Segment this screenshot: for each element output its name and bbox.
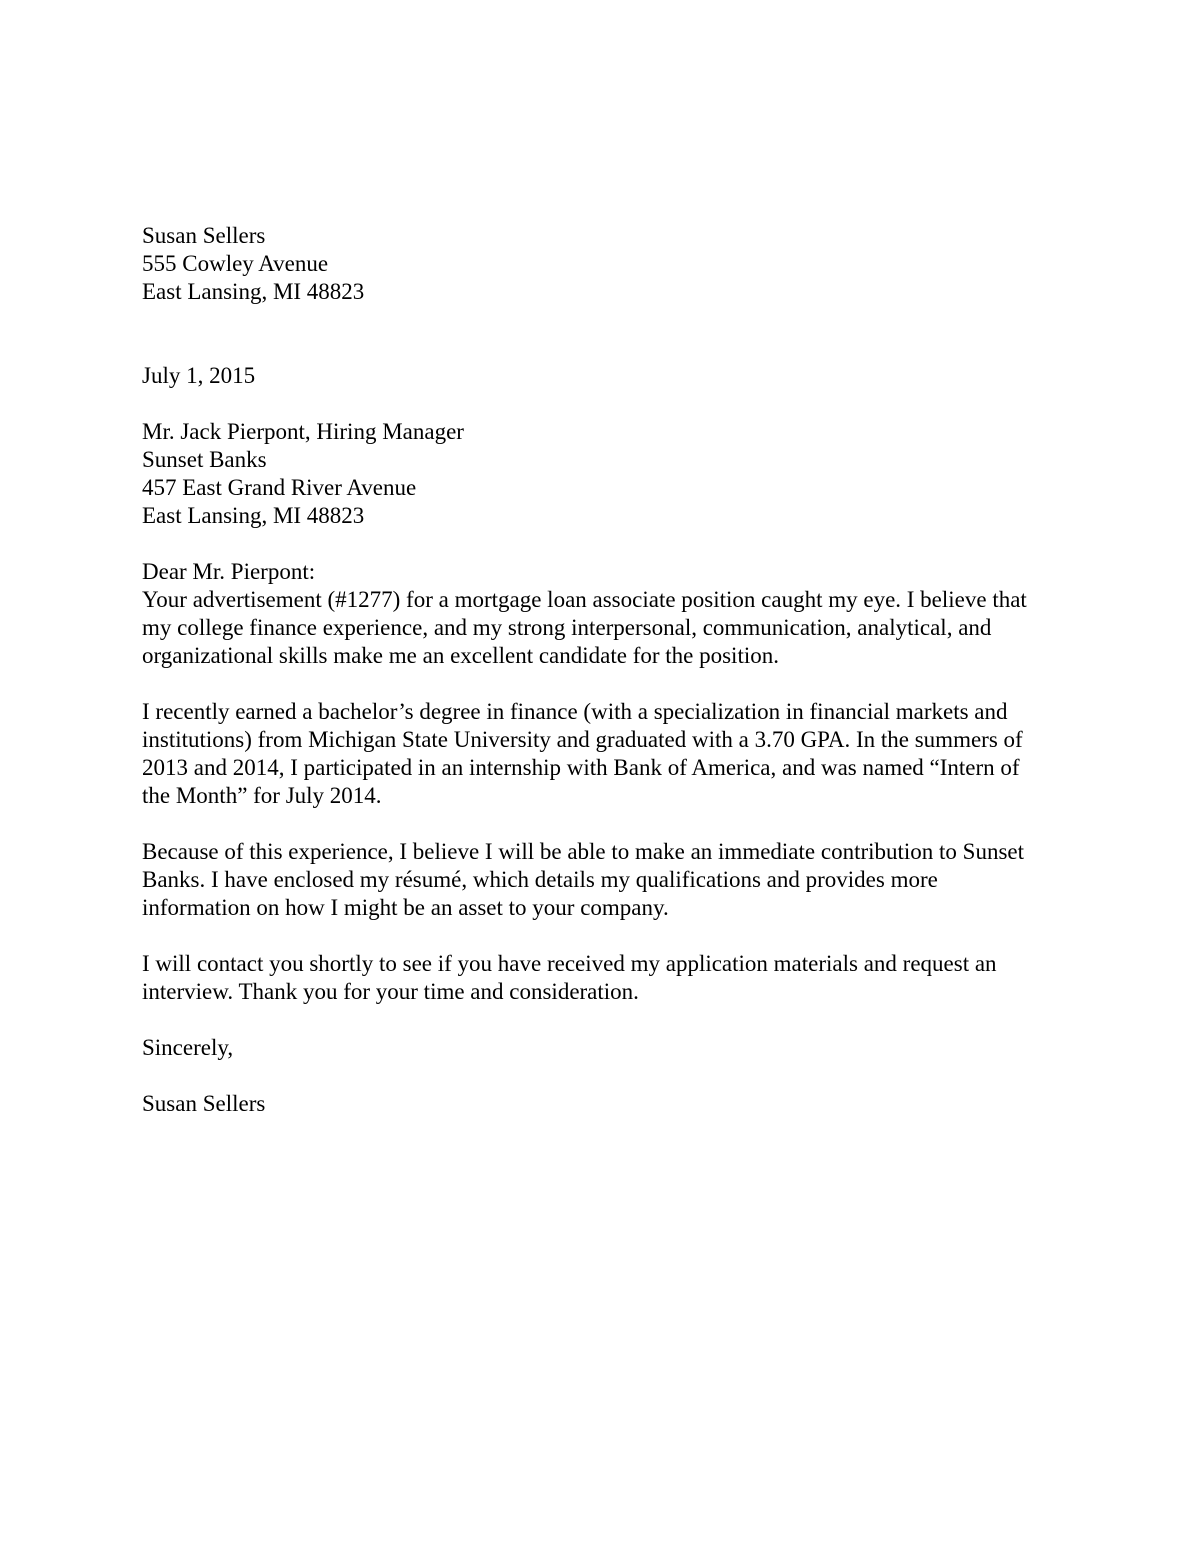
recipient-address-street: 457 East Grand River Avenue xyxy=(142,475,417,500)
body-paragraph-2: I recently earned a bachelor’s degree in finance (with a specialization in financial markets and institutions) from Michigan State University and graduated with a 3.70 GPA. In the summers of 2013 and 2014, I participated in an internship with Bank of America, and was named “Intern of the Month” for July 2014. xyxy=(142,699,1023,808)
body-paragraph-1: Your advertisement (#1277) for a mortgage loan associate position caught my eye. I believe that my college finance experience, and my strong interpersonal, communication, analytical, and organizational skills make me an excellent candidate for the position. xyxy=(142,587,1027,668)
sender-block xyxy=(142,222,1050,306)
recipient-company: Sunset Banks xyxy=(142,447,267,472)
recipient-address-city: East Lansing, MI 48823 xyxy=(142,503,365,528)
recipient-block xyxy=(142,418,1050,530)
body-paragraph-4: I will contact you shortly to see if you have received my application materials and request an interview. Thank you for your time and consideration. xyxy=(142,951,997,1004)
sender-name: Susan Sellers xyxy=(142,223,266,248)
date-line: July 1, 2015 xyxy=(142,363,256,388)
body-paragraph-3: Because of this experience, I believe I will be able to make an immediate contribution to Sunset Banks. I have enclosed my résumé, which details my qualifications and provides more information on how I might be an asset to your company. xyxy=(142,839,1025,920)
recipient-name: Mr. Jack Pierpont, Hiring Manager xyxy=(142,419,464,444)
sender-address-city: East Lansing, MI 48823 xyxy=(142,279,365,304)
salutation: Dear Mr. Pierpont: xyxy=(142,559,316,584)
letter-body xyxy=(142,558,1050,1006)
signature-name: Susan Sellers xyxy=(142,1091,266,1116)
sender-address-street: 555 Cowley Avenue xyxy=(142,251,329,276)
closing: Sincerely, xyxy=(142,1035,234,1060)
